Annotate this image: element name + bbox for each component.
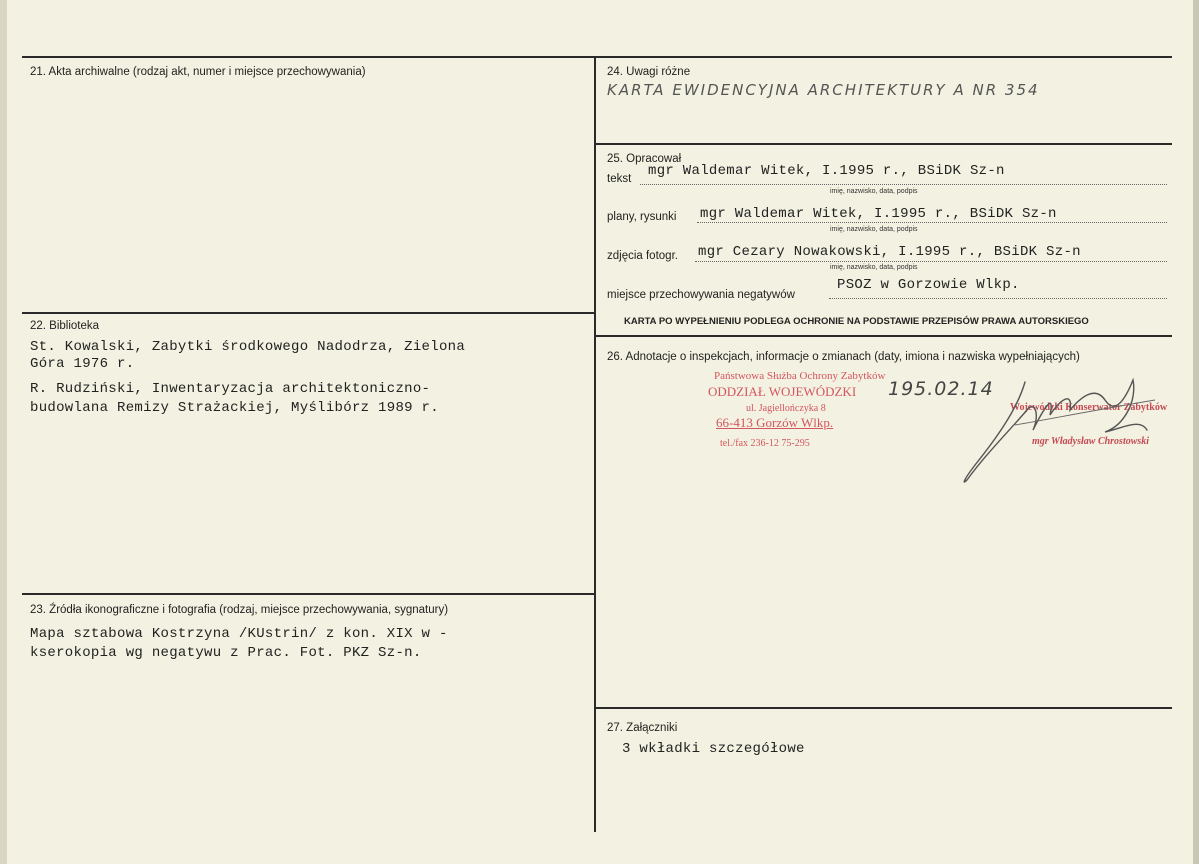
top-rule [22,56,1172,58]
paper-right-edge [1193,0,1199,864]
negatives-location-line [829,298,1167,299]
paper-left-edge [0,0,7,864]
center-divider [594,56,596,832]
library-line-3: R. Rudziński, Inwentaryzacja architektoniczno- [30,381,431,397]
section-23-label: 23. Źródła ikonograficzne i fotografia (rodzaj, miejsce przechowywania, sygnatury) [30,604,449,616]
author-photos-caption: imię, nazwisko, data, podpis [830,264,918,271]
author-plans-caption: imię, nazwisko, data, podpis [830,226,918,233]
handwritten-signature [955,370,1170,490]
author-plans-label: plany, rysunki [607,211,677,223]
author-text-caption: imię, nazwisko, data, podpis [830,188,918,195]
divider-26-27 [596,707,1172,709]
author-photos-value: mgr Cezary Nowakowski, I.1995 r., BSiDK Sz-n [698,244,1081,260]
iconography-line-2: kserokopia wg negatywu z Prac. Fot. PKZ Sz-n. [30,645,422,661]
author-plans-line [697,222,1167,223]
section-21-label: 21. Akta archiwalne (rodzaj akt, numer i miejsce przechowywania) [30,66,366,78]
section-27-label: 27. Załączniki [607,722,678,734]
conservator-title: Wojewódzki Konserwator Zabytków [1010,402,1168,413]
library-line-1: St. Kowalski, Zabytki środkowego Nadodrza, Zielona [30,339,466,355]
stamp-line-4: 66-413 Gorzów Wlkp. [716,415,834,430]
divider-21-22 [22,312,594,314]
iconography-line-1: Mapa sztabowa Kostrzyna /KUstrin/ z kon. XIX w - [30,626,448,642]
library-line-2: Góra 1976 r. [30,356,135,372]
stamp-line-2: ODDZIAŁ WOJEWÓDZKI [708,384,857,399]
section-24-label: 24. Uwagi różne [607,66,691,78]
inspection-date: 195.02.14 [888,378,994,400]
conservator-name: mgr Władysław Chrostowski [1032,436,1150,447]
divider-22-23 [22,593,594,595]
divider-24-25 [596,143,1172,145]
divider-25-26 [596,335,1172,337]
stamp-line-1: Państwowa Służba Ochrony Zabytków [714,370,886,382]
section-26-label: 26. Adnotacje o inspekcjach, informacje o zmianach (daty, imiona i nazwiska wypełniających) [607,351,1080,363]
author-plans-value: mgr Waldemar Witek, I.1995 r., BSiDK Sz-n [700,206,1057,222]
negatives-location-value: PSOZ w Gorzowie Wlkp. [837,277,1020,293]
author-text-line [640,184,1167,185]
handwritten-remark: KARTA EWIDENCYJNA ARCHITEKTURY A NR 354 [607,81,1040,99]
section-22-label: 22. Biblioteka [30,320,100,332]
section-25-label: 25. Opracował [607,153,682,165]
author-text-value: mgr Waldemar Witek, I.1995 r., BSiDK Sz-n [648,163,1005,179]
library-line-4: budowlana Remizy Strażackiej, Myślibórz 1989 r. [30,400,439,416]
stamp-line-5: tel./fax 236-12 75-295 [720,438,810,449]
author-text-label: tekst [607,173,632,185]
author-photos-line [695,261,1167,262]
attachments-value: 3 wkładki szczegółowe [622,741,805,757]
stamp-line-3: ul. Jagiellończyka 8 [746,403,826,414]
copyright-notice: KARTA PO WYPEŁNIENIU PODLEGA OCHRONIE NA PODSTAWIE PRZEPISÓW PRAWA AUTORSKIEGO [624,316,1089,327]
negatives-location-label: miejsce przechowywania negatywów [607,289,795,301]
author-photos-label: zdjęcia fotogr. [607,250,678,262]
monument-service-stamp [706,370,886,460]
